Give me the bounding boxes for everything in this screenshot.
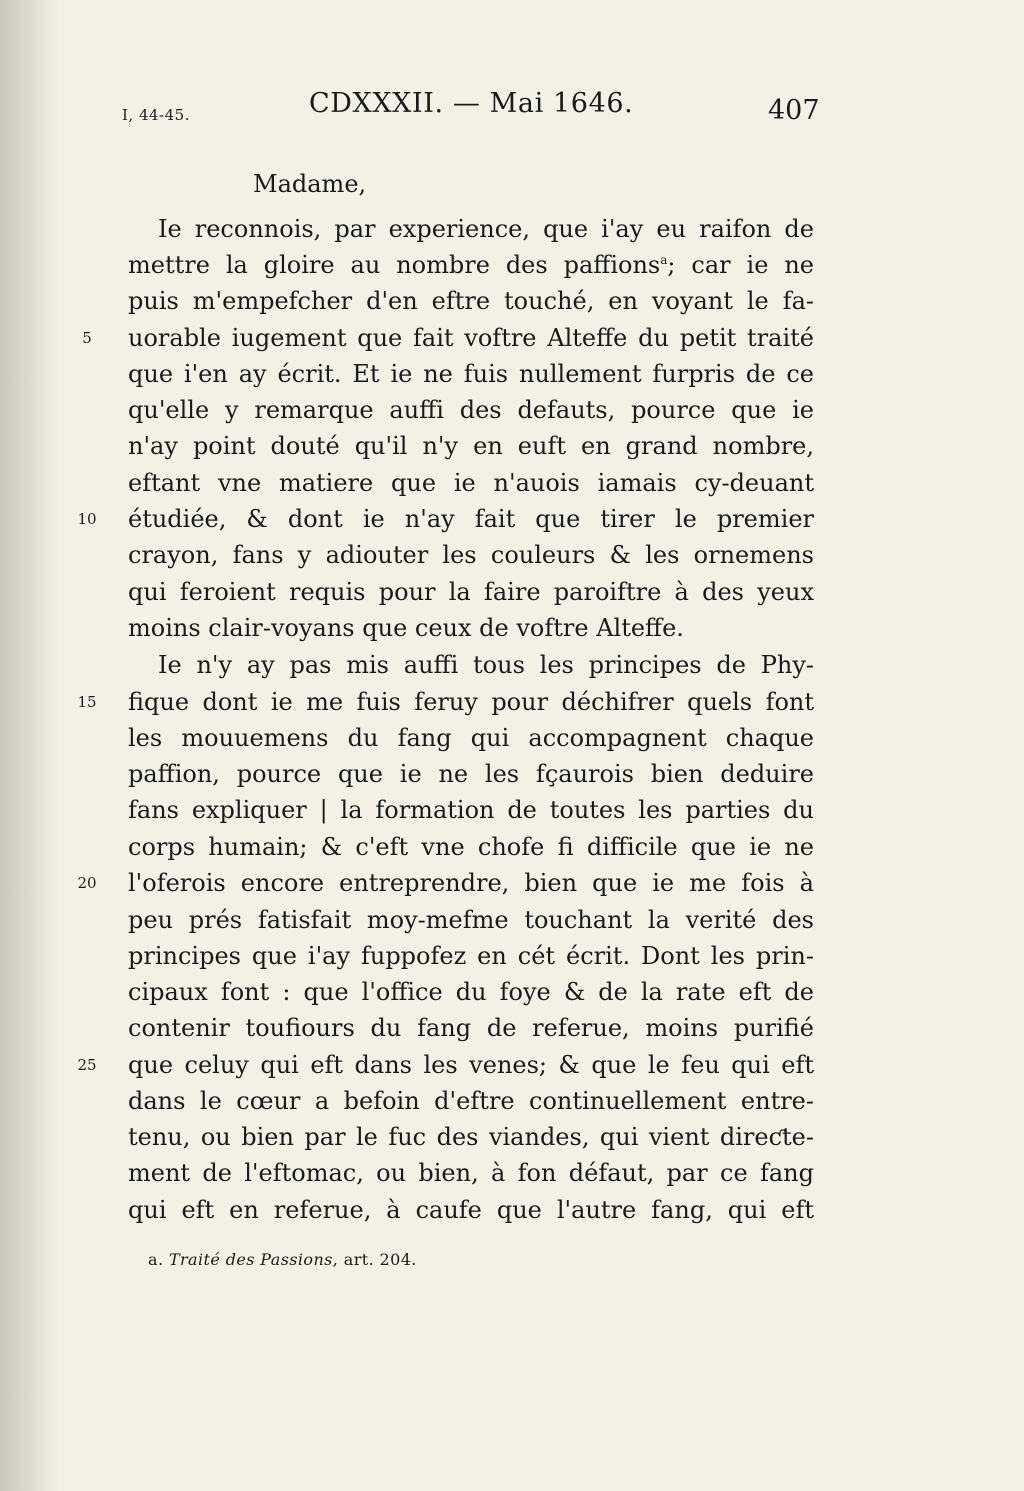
text-line: corps humain; & c'eft vne chofe fi difficile que ie ne [128, 833, 814, 861]
running-title: CDXXXII. — Mai 1646. [309, 88, 634, 119]
text-line: n'ay point douté qu'il n'y en euft en grand nombre, [128, 432, 814, 460]
footnote [148, 1250, 417, 1269]
text-line: uorable iugement que fait voftre Alteffe du petit traité [128, 324, 814, 352]
footnote-work-title: Traité des Passions [168, 1250, 333, 1269]
page-edge-shadow [0, 0, 60, 1491]
line-number: 15 [77, 693, 97, 711]
text-line: que celuy qui eft dans les venes; & que le feu qui eft [128, 1051, 814, 1079]
text-line: fique dont ie me fuis feruy pour déchifrer quels font [128, 688, 814, 716]
text-line: tenu, ou bien par le fuc des viandes, qui vient direƈte- [128, 1123, 814, 1151]
text-line: qui feroient requis pour la faire paroiftre à des yeux [128, 578, 814, 606]
text-line [128, 247, 814, 283]
volume-reference: I, 44-45. [122, 106, 190, 124]
text-line: dans le cœur a befoin d'eftre continuellement entre- [128, 1087, 814, 1115]
text-line: les mouuemens du fang qui accompagnent chaque [128, 724, 814, 752]
text-line: ment de l'eftomac, ou bien, à fon défaut, par ce fang [128, 1159, 814, 1187]
line-number: 10 [77, 510, 97, 528]
footnote-marker-label: a. [148, 1250, 164, 1269]
text-line: moins clair-voyans que ceux de voftre Alteffe. [128, 614, 684, 642]
text-line: qu'elle y remarque auffi des defauts, pource que ie [128, 396, 814, 424]
text-line-tail: ; car ie ne [667, 251, 815, 279]
text-line: contenir toufiours du fang de referue, moins purifié [128, 1014, 814, 1042]
text-line: cipaux font : que l'office du foye & de la rate eft de [128, 978, 814, 1006]
text-line: puis m'empefcher d'en eftre touché, en voyant le fa- [128, 287, 814, 315]
text-line: principes que i'ay fuppofez en cét écrit. Dont les prin- [128, 942, 814, 970]
footnote-reference: , art. 204. [332, 1250, 417, 1269]
text-line: eftant vne matiere que ie n'auois iamais cy-deuant [128, 469, 814, 497]
text-line: étudiée, & dont ie n'ay fait que tirer le premier [128, 505, 814, 533]
text-line: qui eft en referue, à caufe que l'autre fang, qui eft [128, 1196, 814, 1224]
text-line-head: mettre la gloire au nombre des paffions [128, 251, 661, 279]
text-line: crayon, fans y adiouter les couleurs & les ornemens [128, 541, 814, 569]
text-line: que i'en ay écrit. Et ie ne fuis nullement furpris de ce [128, 360, 814, 388]
text-line: fans expliquer | la formation de toutes les parties du [128, 796, 814, 824]
text-line: l'oferois encore entreprendre, bien que ie me fois à [128, 869, 814, 897]
salutation: Madame, [253, 170, 367, 198]
page-number: 407 [768, 95, 820, 126]
text-line: Ie n'y ay pas mis auffi tous les principes de Phy- [158, 651, 814, 679]
line-number: 20 [77, 874, 97, 892]
line-number: 5 [82, 329, 92, 347]
text-line: peu prés fatisfait moy-mefme touchant la verité des [128, 906, 814, 934]
text-line: Ie reconnois, par experience, que i'ay eu raifon de [158, 215, 814, 243]
line-number: 25 [77, 1056, 97, 1074]
text-line: paffion, pource que ie ne les fçaurois bien deduire [128, 760, 814, 788]
footnote-marker: a [660, 253, 668, 267]
